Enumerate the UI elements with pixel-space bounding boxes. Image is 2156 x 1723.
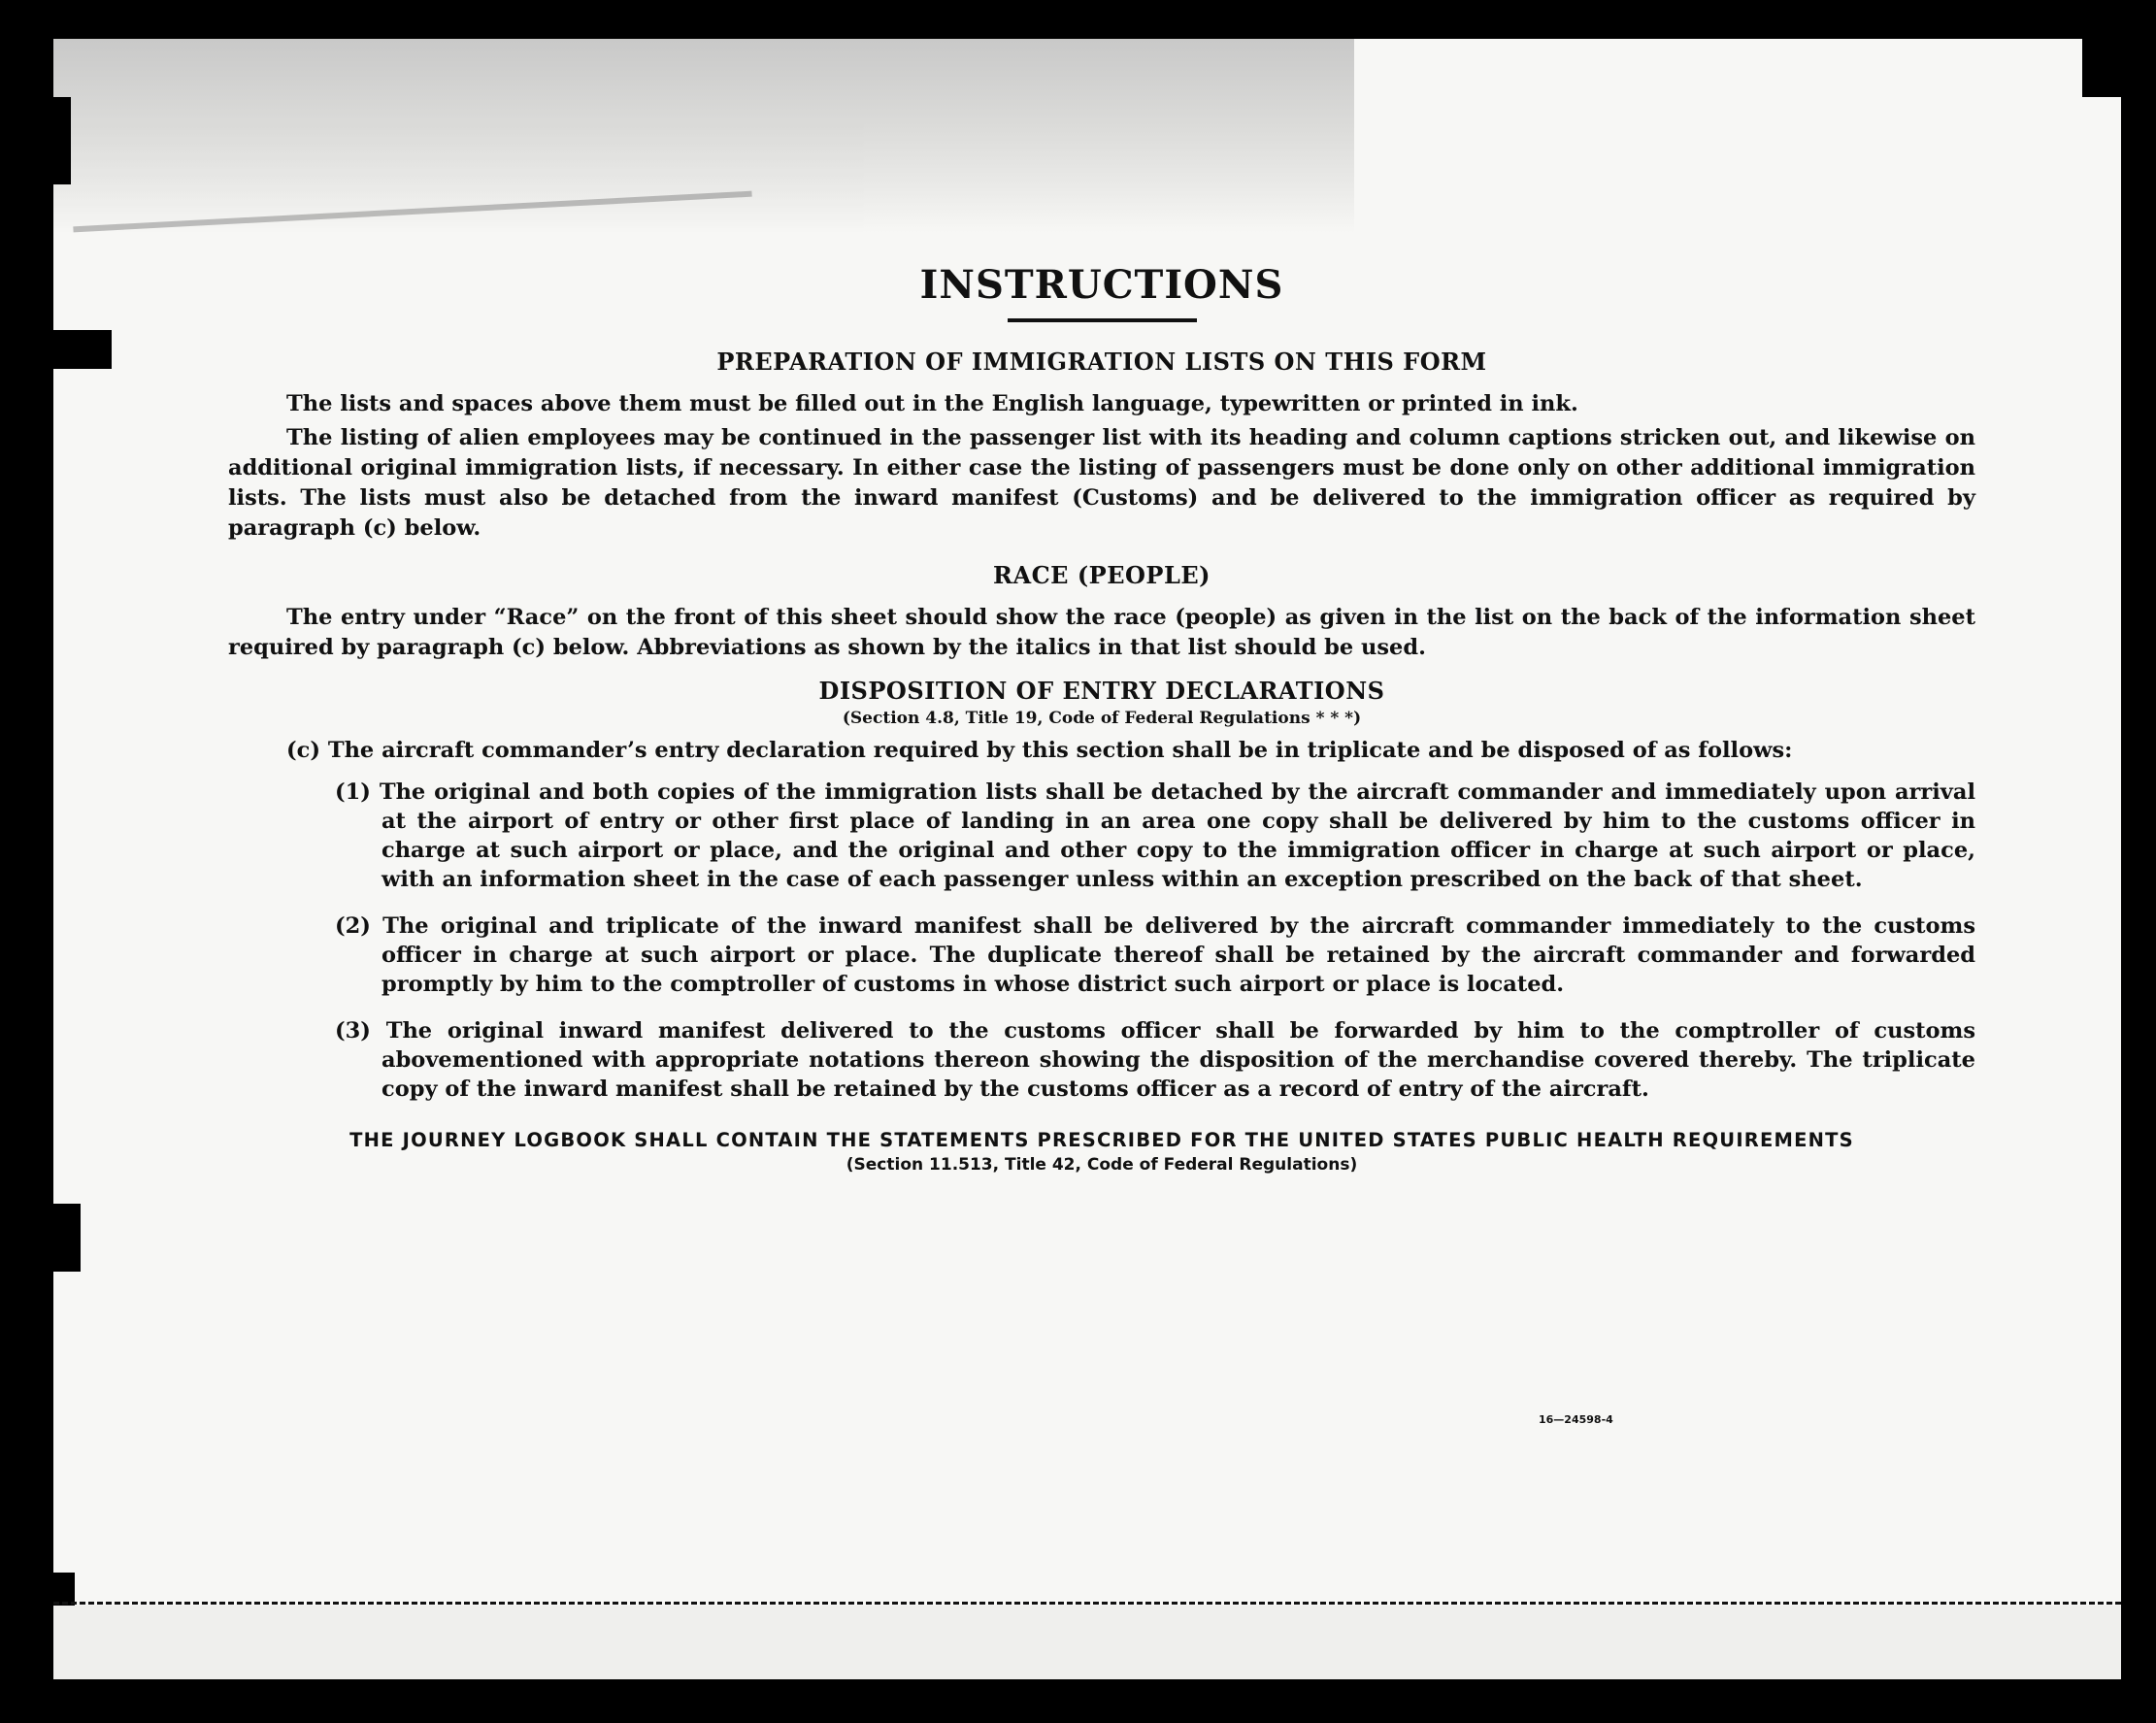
edge-damage (53, 330, 112, 369)
document-page (53, 39, 2121, 1679)
paragraph: The lists and spaces above them must be filled out in the English language, typewritten or printed in ink. (286, 391, 1578, 416)
list-item: (1) The original and both copies of the immigration lists shall be detached by the aircraft commander and immediately upon arrival at the airport of entry or other first place of landing in an area one copy shall be delivered by him to the customs officer in charge at such airport or place, and the original and other copy to the immigration officer in charge at such airport or place, with an information sheet in the case of each passenger unless within an exception prescribed on the back of that sheet. (335, 779, 1975, 892)
edge-damage (2082, 39, 2121, 97)
edge-damage (53, 1204, 81, 1272)
section-heading-disposition: DISPOSITION OF ENTRY DECLARATIONS (818, 677, 1385, 705)
section-heading-preparation: PREPARATION OF IMMIGRATION LISTS ON THIS FORM (716, 348, 1487, 376)
paragraph: The entry under “Race” on the front of this sheet should show the race (people) as given in the list on the back of the information sheet required by paragraph (c) below. Abbreviations as shown by the italics in that list should be used. (228, 605, 1975, 660)
section-heading-race: RACE (PEOPLE) (993, 561, 1211, 589)
section-citation: (Section 4.8, Title 19, Code of Federal Regulations * * *) (842, 709, 1362, 728)
list-item: (3) The original inward manifest delivered to the customs officer shall be forwarded by him to the comptroller of customs abovementioned with appropriate notations thereon showing the disposition of the merchandise covered thereby. The triplicate copy of the inward manifest shall be retained by the customs officer as a record of entry of the aircraft. (335, 1018, 1975, 1102)
paragraph: The listing of alien employees may be continued in the passenger list with its heading and column captions stricken out, and likewise on additional original immigration lists, if necessary. In either case the listing of passengers must be done only on other additional immigration lists. The lists must also be detached from the inward manifest (Customs) and be delivered to the immigration officer as required by paragraph (c) below. (228, 425, 1975, 541)
list-item: (2) The original and triplicate of the inward manifest shall be delivered by the aircraft commander immediately to the customs officer in charge at such airport or place. The duplicate thereof shall be retained by the aircraft commander and forwarded promptly by him to the comptroller of customs in whose district such airport or place is located. (335, 913, 1975, 997)
footer-heading: THE JOURNEY LOGBOOK SHALL CONTAIN THE STATEMENTS PRESCRIBED FOR THE UNITED STATES PUBLIC HEALTH REQUIREMENTS (349, 1129, 1854, 1151)
perforation-line (53, 1602, 2121, 1605)
numbered-list (335, 778, 1975, 1104)
torn-top-edge (53, 39, 1354, 233)
paragraph: (c) The aircraft commander’s entry declaration required by this section shall be in triplicate and be disposed of as follows: (286, 738, 1793, 763)
footer-citation: (Section 11.513, Title 42, Code of Federal Regulations) (846, 1155, 1358, 1175)
tear-strip (53, 1606, 2121, 1679)
edge-damage (53, 97, 71, 184)
form-number: 16—24598-4 (1539, 1413, 1613, 1426)
title-underline (1008, 318, 1197, 322)
instructions-content (228, 262, 1975, 1175)
page-title: INSTRUCTIONS (919, 262, 1284, 308)
